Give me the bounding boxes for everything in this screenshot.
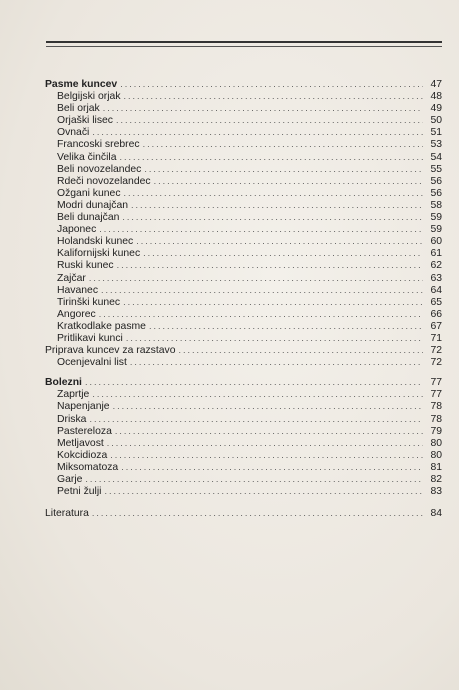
dot-leader (110, 449, 423, 461)
table-of-contents (45, 78, 442, 519)
dot-leader (131, 199, 423, 211)
entry-title: Metljavost (57, 437, 104, 449)
entry-title: Francoski srebrec (57, 139, 140, 151)
dot-leader (179, 344, 423, 356)
entry-title: Beli orjak (57, 103, 100, 115)
entry-title: Miksomatoza (57, 461, 119, 473)
toc-entry (45, 247, 442, 259)
page-number: 67 (430, 320, 442, 332)
entry-title: Ovnači (57, 127, 90, 139)
toc-entry (45, 199, 442, 211)
toc-entry (45, 223, 442, 235)
toc-entry (45, 259, 442, 271)
dot-leader (120, 78, 423, 90)
entry-title: Orjaški lisec (57, 115, 114, 127)
toc-entry (45, 272, 442, 284)
page-number: 58 (430, 199, 442, 211)
toc-entry (45, 400, 442, 412)
entry-title: Velika činčila (57, 151, 117, 163)
page-number: 79 (430, 425, 442, 437)
dot-leader (130, 356, 423, 368)
dot-leader (92, 507, 423, 519)
page-number: 77 (430, 377, 442, 389)
dot-leader (149, 320, 423, 332)
page-number: 80 (430, 437, 442, 449)
entry-title: Zaprtje (57, 389, 90, 401)
toc-entry (45, 126, 442, 138)
entry-title: Belgijski orjak (57, 91, 121, 103)
entry-title: Beli dunajčan (57, 212, 120, 224)
page-number: 65 (430, 296, 442, 308)
toc-entry (45, 114, 442, 126)
toc-entry (45, 163, 442, 175)
toc-entry (45, 449, 442, 461)
dot-leader (123, 296, 423, 308)
dot-leader (92, 126, 423, 138)
page-number: 81 (430, 461, 442, 473)
page-number: 72 (430, 357, 442, 369)
dot-leader (101, 284, 423, 296)
toc-entry (45, 485, 442, 497)
dot-leader (104, 485, 423, 497)
page-number: 60 (430, 236, 442, 248)
entry-title: Kokcidioza (57, 449, 108, 461)
entry-title: Driska (57, 413, 87, 425)
toc-section (45, 507, 442, 519)
entry-title: Pritlikavi kunci (57, 332, 123, 344)
toc-entry (45, 102, 442, 114)
page-number: 55 (430, 163, 442, 175)
entry-title: Angorec (57, 308, 96, 320)
page-number: 59 (430, 212, 442, 224)
page-number: 80 (430, 449, 442, 461)
section-title: Literatura (45, 508, 89, 520)
dot-leader (85, 473, 423, 485)
dot-leader (124, 187, 423, 199)
page-number: 64 (430, 284, 442, 296)
page-number: 50 (430, 115, 442, 127)
header-rule-thin (46, 46, 442, 47)
toc-entry (45, 284, 442, 296)
toc-entry (45, 425, 442, 437)
entry-title: Garje (57, 474, 83, 485)
toc-section (45, 78, 442, 90)
toc-entry (45, 461, 442, 473)
section-title: Pasme kuncev (45, 79, 118, 90)
page-number: 56 (430, 187, 442, 199)
dot-leader (85, 376, 423, 388)
toc-entry (45, 356, 442, 368)
entry-title: Napenjanje (57, 401, 110, 413)
dot-leader (122, 211, 423, 223)
entry-title: Ocenjevalni list (57, 357, 127, 369)
page-number: 53 (430, 139, 442, 151)
toc-entry (45, 211, 442, 223)
page-number: 49 (430, 103, 442, 115)
toc-entry (45, 90, 442, 102)
entry-title: Kratkodlake pasme (57, 320, 146, 332)
dot-leader (126, 332, 423, 344)
toc-entry (45, 308, 442, 320)
toc-section (45, 376, 442, 388)
toc-entry (45, 138, 442, 150)
page-number: 83 (430, 486, 442, 498)
entry-title: Ruski kunec (57, 260, 114, 272)
toc-entry (45, 296, 442, 308)
entry-title: Modri dunajčan (57, 199, 129, 211)
dot-leader (121, 461, 423, 473)
dot-leader (113, 400, 423, 412)
dot-leader (115, 425, 423, 437)
dot-leader (89, 413, 423, 425)
toc-entry (45, 332, 442, 344)
toc-entry (45, 151, 442, 163)
entry-title: Japonec (57, 224, 97, 236)
toc-entry (45, 388, 442, 400)
section-title: Priprava kuncev za razstavo (45, 345, 176, 357)
section-title: Bolezni (45, 377, 82, 389)
dot-leader (99, 223, 423, 235)
dot-leader (116, 114, 423, 126)
entry-title: Tirinški kunec (57, 296, 121, 308)
page-number: 84 (430, 508, 442, 520)
dot-leader (143, 247, 423, 259)
entry-title: Beli novozelandec (57, 163, 142, 175)
dot-leader (89, 272, 423, 284)
page-number: 63 (430, 272, 442, 284)
page-number: 66 (430, 308, 442, 320)
page-number: 48 (430, 91, 442, 103)
toc-entry (45, 187, 442, 199)
page-number: 72 (430, 345, 442, 357)
toc-section (45, 344, 442, 356)
page-number: 56 (430, 175, 442, 187)
dot-leader (120, 151, 424, 163)
dot-leader (154, 175, 423, 187)
dot-leader (92, 388, 423, 400)
entry-title: Pastereloza (57, 425, 112, 437)
dot-leader (124, 90, 423, 102)
page-number: 62 (430, 260, 442, 272)
dot-leader (144, 163, 423, 175)
page-number: 54 (430, 151, 442, 163)
dot-leader (107, 437, 423, 449)
page-number: 59 (430, 224, 442, 236)
toc-entry (45, 175, 442, 187)
page-number: 47 (430, 79, 442, 90)
toc-entry (45, 413, 442, 425)
toc-entry (45, 437, 442, 449)
page-number: 61 (430, 248, 442, 260)
entry-title: Holandski kunec (57, 236, 134, 248)
dot-leader (99, 308, 423, 320)
toc-entry (45, 320, 442, 332)
dot-leader (143, 138, 423, 150)
page-number: 78 (430, 413, 442, 425)
entry-title: Ožgani kunec (57, 187, 121, 199)
entry-title: Petni žulji (57, 486, 102, 498)
page-number: 51 (430, 127, 442, 139)
page-number: 78 (430, 401, 442, 413)
dot-leader (136, 235, 423, 247)
dot-leader (103, 102, 423, 114)
entry-title: Havanec (57, 284, 99, 296)
header-rule (46, 41, 442, 43)
toc-entry (45, 473, 442, 485)
page-number: 71 (430, 332, 442, 344)
entry-title: Kalifornijski kunec (57, 248, 141, 260)
page-number: 77 (430, 389, 442, 401)
entry-title: Rdeči novozelandec (57, 175, 151, 187)
dot-leader (117, 259, 423, 271)
toc-entry (45, 235, 442, 247)
entry-title: Zajčar (57, 272, 86, 284)
page-number: 82 (430, 474, 442, 485)
